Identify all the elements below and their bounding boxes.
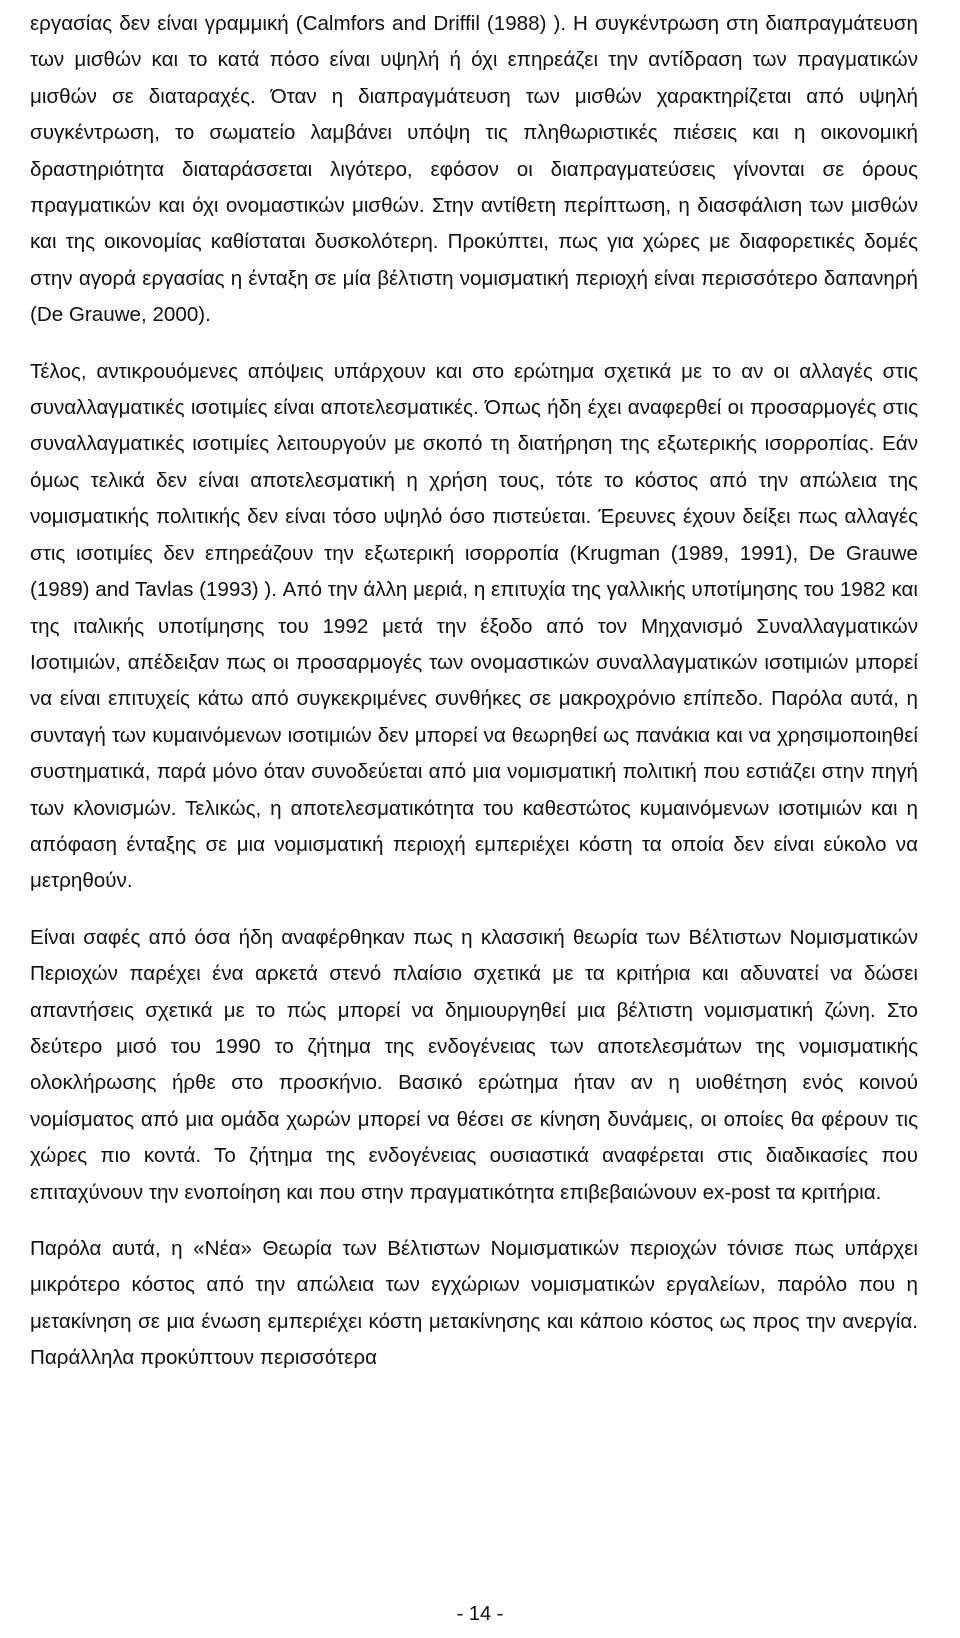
text-body bbox=[30, 6, 918, 1377]
paragraph-labor-market-wage-bargaining: εργασίας δεν είναι γραμμική (Calmfors and Driffil (1988) ). Η συγκέντρωση στη διαπραγμάτευση των μισθών και το κατά πόσο είναι υψηλή ή όχι επηρεάζει την αντίδραση των πραγματικών μισθών σε διαταραχές. Όταν η διαπραγμάτευση των μισθών χαρακτηρίζεται από υψηλή συγκέντρωση, το σωματείο λαμβάνει υπόψη τις πληθωριστικές πιέσεις και η οικονομική δραστηριότητα διαταράσσεται λιγότερο, εφόσον οι διαπραγματεύσεις γίνονται σε όρους πραγματικών και όχι ονομαστικών μισθών. Στην αντίθετη περίπτωση, η διασφάλιση των μισθών και της οικονομίας καθίσταται δυσκολότερη. Προκύπτει, πως για χώρες με διαφορετικές δομές στην αγορά εργασίας η ένταξη σε μία βέλτιστη νομισματική περιοχή είναι περισσότερο δαπανηρή (De Grauwe, 2000). bbox=[30, 12, 918, 327]
paragraph-new-oca-theory: Παρόλα αυτά, η «Νέα» Θεωρία των Βέλτιστων Νομισματικών περιοχών τόνισε πως υπάρχει μικρότερο κόστος από την απώλεια των εγχώριων νομισματικών εργαλείων, παρόλο που η μετακίνηση σε μια ένωση εμπεριέχει κόστη μετακίνησης και κάποιο κόστος ως προς την ανεργία. Παράλληλα προκύπτουν περισσότερα bbox=[30, 1237, 918, 1370]
page-number: - 14 - bbox=[456, 1603, 504, 1625]
paragraph-exchange-rate-effectiveness: Τέλος, αντικρουόμενες απόψεις υπάρχουν και στο ερώτημα σχετικά με το αν οι αλλαγές στις συναλλαγματικές ισοτιμίες είναι αποτελεσματικές. Όπως ήδη έχει αναφερθεί οι προσαρμογές στις συναλλαγματικές ισοτιμίες λειτουργούν με σκοπό τη διατήρηση της εξωτερικής ισορροπίας. Εάν όμως τελικά δεν είναι αποτελεσματική η χρήση τους, τότε το κόστος από την απώλεια της νομισματικής πολιτικής δεν είναι τόσο υψηλό όσο πιστεύεται. Έρευνες έχουν δείξει πως αλλαγές στις ισοτιμίες δεν επηρεάζουν την εξωτερική ισορροπία (Krugman (1989, 1991), De Grauwe (1989) and Tavlas (1993) ). Από την άλλη μεριά, η επιτυχία της γαλλικής υποτίμησης του 1982 και της ιταλικής υποτίμησης του 1992 μετά την έξοδο από τον Μηχανισμό Συναλλαγματικών Ισοτιμιών, απέδειξαν πως οι προσαρμογές των ονομαστικών συναλλαγματικών ισοτιμιών μπορεί να είναι επιτυχείς κάτω από συγκεκριμένες συνθήκες σε μακροχρόνιο επίπεδο. Παρόλα αυτά, η συνταγή των κυμαινόμενων ισοτιμιών δεν μπορεί να θεωρηθεί ως πανάκια και να χρησιμοποιηθεί συστηματικά, παρά μόνο όταν συνοδεύεται από μια νομισματική πολιτική που εστιάζει στην πηγή των κλονισμών. Τελικώς, η αποτελεσματικότητα του καθεστώτος κυμαινόμενων ισοτιμιών και η απόφαση ένταξης σε μια νομισματική περιοχή εμπεριέχει κόστη τα οποία δεν είναι εύκολο να μετρηθούν. bbox=[30, 359, 918, 893]
paragraph-classic-oca-theory-endogeneity: Είναι σαφές από όσα ήδη αναφέρθηκαν πως η κλασσική θεωρία των Βέλτιστων Νομισματικών Περιοχών παρέχει ένα αρκετά στενό πλαίσιο σχετικά με τα κριτήρια και αδυνατεί να δώσει απαντήσεις σχετικά με το πώς μπορεί να δημιουργηθεί μια βέλτιστη νομισματική ζώνη. Στο δεύτερο μισό του 1990 το ζήτημα της ενδογένειας των αποτελεσμάτων της νομισματικής ολοκλήρωσης ήρθε στο προσκήνιο. Βασικό ερώτημα ήταν αν η υιοθέτηση ενός κοινού νομίσματος από μια ομάδα χωρών μπορεί να θέσει σε κίνηση δυνάμεις, οι οποίες θα φέρουν τις χώρες πιο κοντά. Το ζήτημα της ενδογένειας ουσιαστικά αναφέρεται στις διαδικασίες που επιταχύνουν την ενοποίηση και που στην πραγματικότητα επιβεβαιώνουν ex-post τα κριτήρια. bbox=[30, 925, 918, 1204]
